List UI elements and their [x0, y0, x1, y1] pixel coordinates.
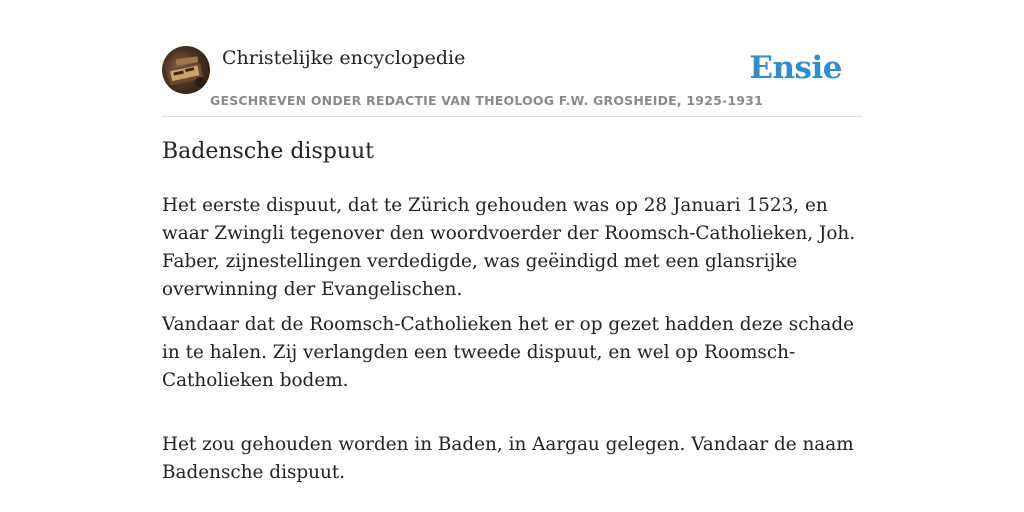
article-paragraph: Het eerste dispuut, dat te Zürich gehouden was op 28 Januari 1523, en waar Zwingli tegenover den woordvoerder der Roomsch-Catholieken, Joh. Faber, zijnestellingen verdedigde, was geëindigd met een glansrijke overwinning der Evangelischen. [162, 195, 856, 300]
site-header [162, 46, 862, 117]
article-body [162, 192, 862, 487]
article-paragraph: Het zou gehouden worden in Baden, in Aargau gelegen. Vandaar de naam Badensche dispuut. [162, 434, 854, 483]
ensie-logo-link[interactable]: Ensie [749, 50, 842, 86]
book-photo-icon [162, 46, 210, 94]
site-name[interactable]: Christelijke encyclopedie [222, 47, 466, 69]
article-paragraph: Vandaar dat de Roomsch-Catholieken het er op gezet hadden deze schade in te halen. Zij verlangden een tweede dispuut, en wel op Roomsch-Catholieken bodem. [162, 314, 854, 391]
encyclopedia-avatar[interactable] [162, 46, 210, 94]
site-subtitle: GESCHREVEN ONDER REDACTIE VAN THEOLOOG F.W. GROSHEIDE, 1925-1931 [210, 93, 763, 108]
article-title: Badensche dispuut [162, 139, 375, 164]
